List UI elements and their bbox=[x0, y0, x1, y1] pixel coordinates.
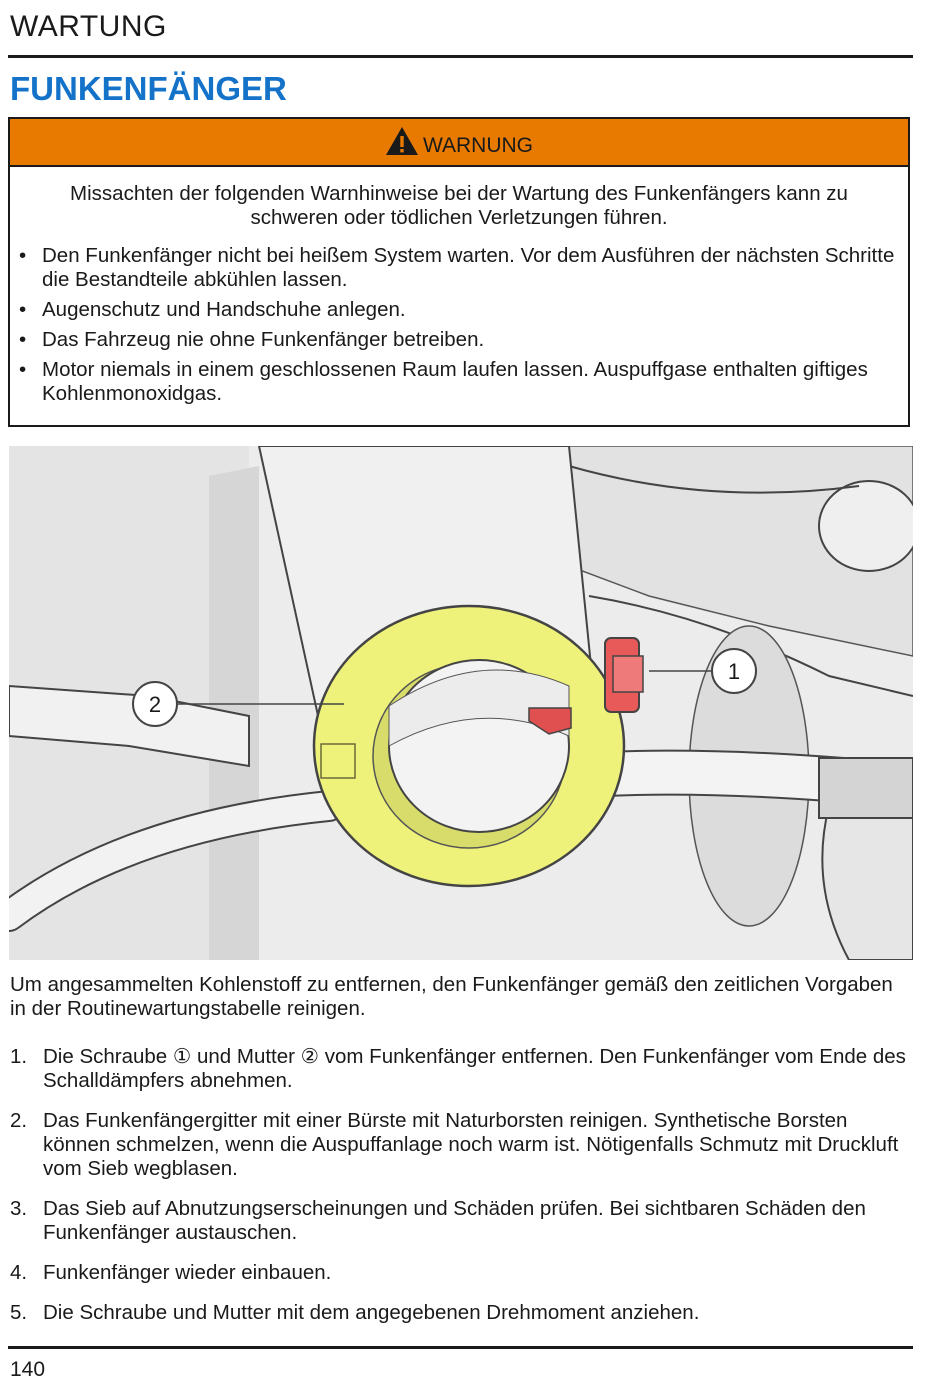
warning-triangle-icon bbox=[385, 126, 419, 156]
warning-item-text: Augenschutz und Handschuhe anlegen. bbox=[42, 298, 406, 321]
steps-list bbox=[10, 1045, 910, 1341]
page-number: 140 bbox=[10, 1358, 46, 1381]
step-number: 1. bbox=[10, 1045, 28, 1068]
step-item bbox=[10, 1045, 910, 1093]
step-number: 3. bbox=[10, 1197, 28, 1220]
warning-list bbox=[10, 244, 908, 406]
intro-paragraph: Um angesammelten Kohlenstoff zu entfernen, den Funkenfänger gemäß den zeitlichen Vorgaben in der Routinewartungstabelle reinigen. bbox=[10, 973, 893, 1020]
header-title: WARTUNG bbox=[10, 10, 167, 43]
step-text: Funkenfänger wieder einbauen. bbox=[43, 1261, 332, 1284]
warning-box bbox=[8, 117, 910, 427]
callout-2: 2 bbox=[148, 692, 162, 717]
section-title: FUNKENFÄNGER bbox=[10, 70, 287, 107]
warning-item-text: Das Fahrzeug nie ohne Funkenfänger betreiben. bbox=[42, 328, 485, 351]
step-number: 5. bbox=[10, 1301, 28, 1324]
warning-item bbox=[10, 298, 908, 322]
warning-header bbox=[10, 119, 908, 167]
header-rule bbox=[8, 55, 913, 58]
spark-arrestor-figure bbox=[9, 446, 913, 960]
step-number: 4. bbox=[10, 1261, 28, 1284]
step-number: 2. bbox=[10, 1109, 28, 1132]
warning-label: WARNUNG bbox=[422, 134, 534, 157]
bullet: • bbox=[19, 328, 27, 351]
warning-intro: Missachten der folgenden Warnhinweise bei der Wartung des Funkenfängers kann zu schweren oder tödlichen Verletzungen führen. bbox=[70, 182, 848, 229]
footer-rule bbox=[8, 1346, 913, 1349]
step-item bbox=[10, 1109, 910, 1181]
warning-item bbox=[10, 328, 908, 352]
step-text: Das Sieb auf Abnutzungserscheinungen und Schäden prüfen. Bei sichtbaren Schäden den Funkenfänger austauschen. bbox=[43, 1197, 866, 1244]
bullet: • bbox=[19, 244, 27, 267]
warning-item bbox=[10, 244, 908, 292]
step-item bbox=[10, 1261, 910, 1285]
callout-1: 1 bbox=[727, 659, 741, 684]
step-text: Die Schraube ① und Mutter ② vom Funkenfänger entfernen. Den Funkenfänger vom Ende des Schalldämpfers abnehmen. bbox=[43, 1045, 906, 1092]
bullet: • bbox=[19, 298, 27, 321]
warning-item-text: Den Funkenfänger nicht bei heißem System warten. Vor dem Ausführen der nächsten Schritte die Bestandteile abkühlen lassen. bbox=[42, 244, 895, 291]
step-item bbox=[10, 1301, 910, 1325]
step-text: Die Schraube und Mutter mit dem angegebenen Drehmoment anziehen. bbox=[43, 1301, 700, 1324]
step-text: Das Funkenfängergitter mit einer Bürste mit Naturborsten reinigen. Synthetische Borsten können schmelzen, wenn die Auspuffanlage noch warm ist. Nötigenfalls Schmutz mit Druckluft vom Sieb wegblasen. bbox=[43, 1109, 899, 1180]
bullet: • bbox=[19, 358, 27, 381]
warning-item bbox=[10, 358, 908, 406]
step-item bbox=[10, 1197, 910, 1245]
warning-item-text: Motor niemals in einem geschlossenen Raum laufen lassen. Auspuffgase enthalten giftiges Kohlenmonoxidgas. bbox=[42, 358, 868, 405]
